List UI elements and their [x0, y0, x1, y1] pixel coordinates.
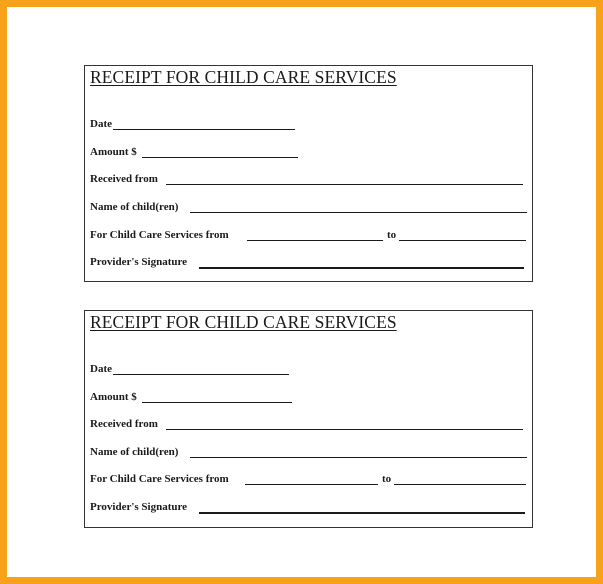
date-blank[interactable]	[113, 374, 289, 375]
amount-field	[90, 390, 530, 406]
receipt-card	[84, 310, 533, 528]
received-from-label: Received from	[90, 173, 158, 185]
amount-field	[90, 145, 530, 161]
signature-field	[90, 500, 530, 516]
received-from-field	[90, 172, 530, 188]
date-label: Date	[90, 363, 112, 375]
date-blank[interactable]	[113, 129, 295, 130]
services-to-blank[interactable]	[394, 484, 526, 485]
received-from-field	[90, 417, 530, 433]
services-to-label: to	[382, 473, 392, 485]
services-from-label: For Child Care Services from	[90, 229, 229, 241]
services-period-field	[90, 472, 530, 488]
receipt-card	[84, 65, 533, 282]
amount-label: Amount $	[90, 391, 137, 403]
child-names-blank[interactable]	[190, 212, 527, 213]
signature-field	[90, 255, 530, 271]
child-names-field	[90, 200, 530, 216]
services-to-blank[interactable]	[399, 240, 526, 241]
date-field	[90, 362, 530, 378]
received-from-blank[interactable]	[166, 429, 523, 430]
services-from-blank[interactable]	[247, 240, 383, 241]
child-names-label: Name of child(ren)	[90, 446, 179, 458]
child-names-label: Name of child(ren)	[90, 201, 179, 213]
services-from-label: For Child Care Services from	[90, 473, 229, 485]
signature-blank[interactable]	[199, 267, 524, 269]
signature-label: Provider's Signature	[90, 501, 188, 513]
amount-blank[interactable]	[142, 157, 298, 158]
signature-blank[interactable]	[199, 512, 525, 514]
child-names-blank[interactable]	[190, 457, 527, 458]
receipt-title: RECEIPT FOR CHILD CARE SERVICES	[90, 67, 397, 87]
amount-blank[interactable]	[142, 402, 292, 403]
signature-label: Provider's Signature	[90, 256, 188, 268]
services-from-blank[interactable]	[245, 484, 378, 485]
receipt-title: RECEIPT FOR CHILD CARE SERVICES	[90, 312, 397, 332]
received-from-blank[interactable]	[166, 184, 523, 185]
received-from-label: Received from	[90, 418, 158, 430]
child-names-field	[90, 445, 530, 461]
date-field	[90, 117, 530, 133]
date-label: Date	[90, 118, 112, 130]
services-to-label: to	[387, 229, 397, 241]
amount-label: Amount $	[90, 146, 137, 158]
services-period-field	[90, 228, 530, 244]
